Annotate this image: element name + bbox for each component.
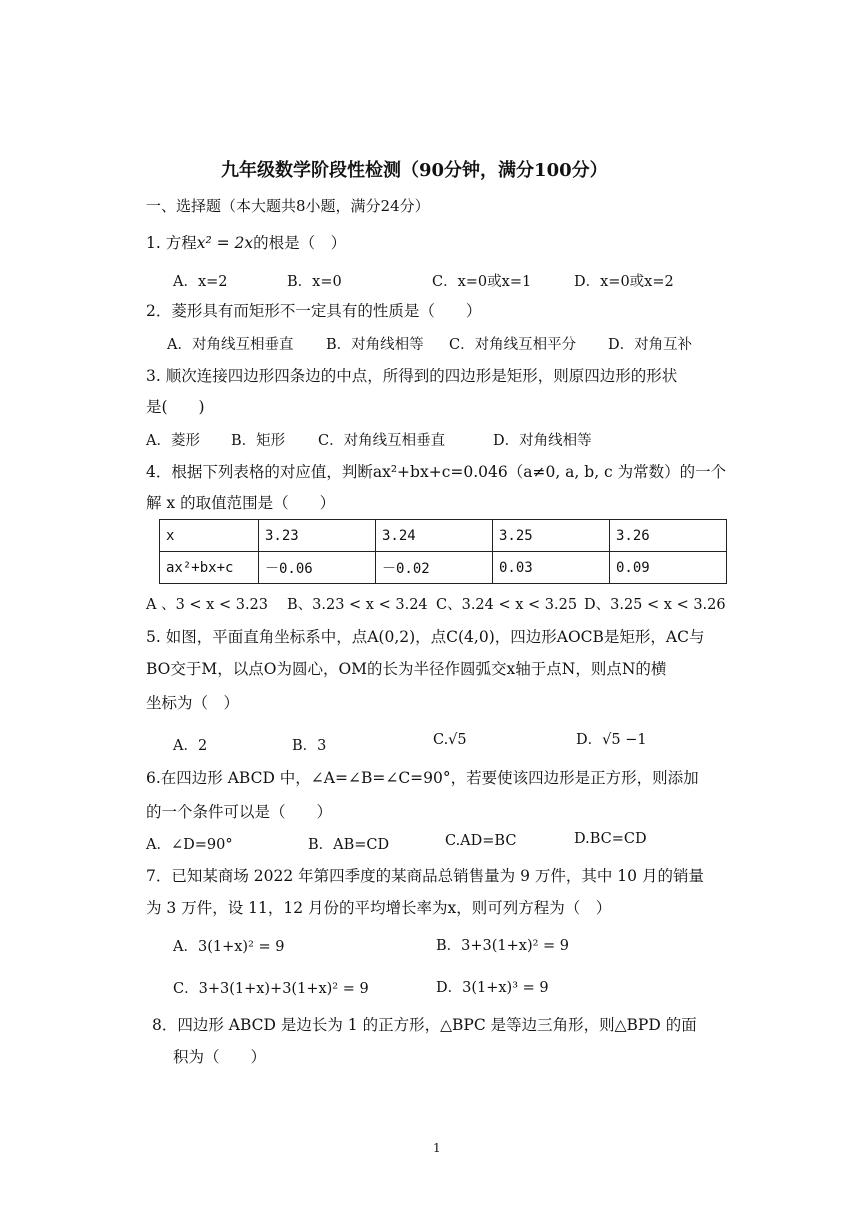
q2-option-d: D．对角互补	[608, 337, 693, 353]
table-cell: 0.09	[610, 552, 727, 584]
q1-option-b: B．x=0	[287, 274, 342, 290]
q7-option-b: B．3+3(1+x)² = 9	[436, 938, 570, 954]
q7-option-c: C．3+3(1+x)+3(1+x)² = 9	[173, 981, 369, 997]
q3-option-a: A．菱形	[146, 433, 200, 449]
table-cell: 3.25	[493, 520, 610, 552]
question-3-line-1: 3. 顺次连接四边形四条边的中点，所得到的四边形是矩形，则原四边形的形状	[146, 367, 678, 385]
table-cell: 0.03	[493, 552, 610, 584]
q6-option-c: C.AD=BC	[445, 833, 517, 849]
q6-option-a: A．∠D=90°	[146, 837, 233, 853]
question-5-line-2: BO交于M，以点O为圆心，OM的长为半径作圆弧交x轴于点N，则点N的横	[146, 660, 667, 678]
q6-option-b: B．AB=CD	[308, 837, 390, 853]
q1-option-d: D．x=0或x=2	[574, 274, 674, 290]
question-1	[146, 232, 346, 254]
q5-option-a: A．2	[173, 738, 208, 754]
q5-option-d: D．√5 −1	[576, 732, 647, 748]
question-6-line-1: 6.在四边形 ABCD 中，∠A=∠B=∠C=90°，若要使该四边形是正方形，则添加	[146, 769, 699, 787]
q1-prefix: 1. 方程	[146, 234, 197, 252]
question-4-line-2: 解 x 的取值范围是（ ）	[146, 494, 336, 512]
q2-option-b: B．对角线相等	[326, 337, 424, 353]
table-cell: x	[160, 520, 259, 552]
value-table	[159, 519, 727, 584]
q1-suffix: 的根是（ ）	[253, 234, 347, 252]
table-cell: 3.23	[259, 520, 376, 552]
q3-option-c: C．对角线互相垂直	[318, 433, 446, 449]
question-2: 2．菱形具有而矩形不一定具有的性质是（ ）	[146, 302, 482, 320]
table-row	[160, 552, 727, 584]
page-number: 1	[433, 1141, 441, 1155]
table-cell: 3.24	[376, 520, 493, 552]
q7-option-a: A．3(1+x)² = 9	[173, 939, 285, 955]
question-5-line-1: 5. 如图，平面直角坐标系中，点A(0,2)，点C(4,0)，四边形AOCB是矩形，AC与	[146, 628, 705, 646]
q4-option-c: C、3.24 < x < 3.25	[436, 597, 578, 613]
question-3-line-2: 是( )	[146, 398, 205, 416]
q3-option-d: D．对角线相等	[493, 433, 592, 449]
q5-option-b: B．3	[292, 738, 327, 754]
question-5-line-3: 坐标为（ ）	[146, 694, 240, 712]
table-row	[160, 520, 727, 552]
q7-option-d: D．3(1+x)³ = 9	[436, 980, 549, 996]
table-cell: －0.06	[259, 552, 376, 584]
section-heading: 一、选择题（本大题共8小题，满分24分）	[146, 197, 430, 215]
q4-option-b: B、3.23 < x < 3.24	[287, 597, 428, 613]
table-cell: －0.02	[376, 552, 493, 584]
q4-option-a: A 、3 < x < 3.23	[146, 597, 269, 613]
table-cell: 3.26	[610, 520, 727, 552]
q1-option-c: C．x=0或x=1	[432, 274, 532, 290]
question-8-line-2: 积为（ ）	[173, 1048, 267, 1066]
table-cell: ax²+bx+c	[160, 552, 259, 584]
q5-option-c: C.√5	[433, 732, 467, 748]
q2-option-a: A．对角线互相垂直	[167, 337, 294, 353]
q3-option-b: B．矩形	[231, 433, 286, 449]
question-4-line-1: 4．根据下列表格的对应值，判断ax²+bx+c=0.046（a≠0, a, b, c 为常数）的一个	[146, 463, 727, 481]
q2-option-c: C．对角线互相平分	[449, 337, 577, 353]
question-8-line-1: 8．四边形 ABCD 是边长为 1 的正方形，△BPC 是等边三角形，则△BPD 的面	[152, 1016, 697, 1034]
question-6-line-2: 的一个条件可以是（ ）	[146, 803, 333, 821]
q6-option-d: D.BC=CD	[574, 831, 647, 847]
question-7-line-1: 7．已知某商场 2022 年第四季度的某商品总销售量为 9 万件，其中 10 月的销量	[146, 867, 704, 885]
q1-equation: x² = 2x	[196, 234, 254, 252]
page-title: 九年级数学阶段性检测（90分钟，满分100分）	[221, 160, 608, 181]
question-7-line-2: 为 3 万件，设 11，12 月份的平均增长率为x，则可列方程为（ ）	[146, 899, 612, 917]
q4-option-d: D、3.25 < x < 3.26	[584, 597, 726, 613]
q1-option-a: A．x=2	[173, 274, 228, 290]
